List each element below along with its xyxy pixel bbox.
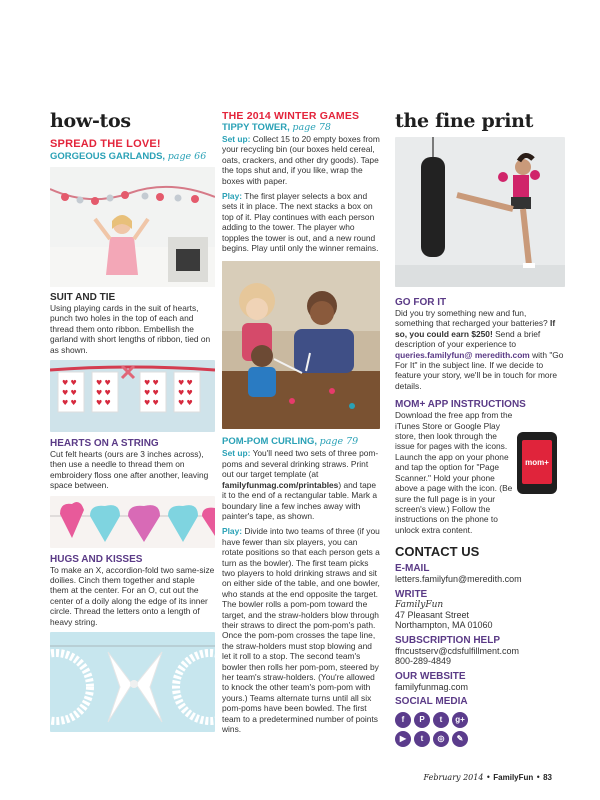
tippy-setup-paragraph [222, 134, 380, 186]
subscription-email[interactable]: ffncustserv@cdsfulfillment.com [395, 645, 520, 656]
family-table-illustration [222, 261, 380, 429]
subscription-phone: 800-289-4849 [395, 656, 452, 667]
mom-plus-phone-icon [517, 432, 557, 494]
write-magazine: FamilyFun [395, 599, 444, 610]
suit-tie-title: SUIT AND TIE [50, 292, 116, 303]
right-column [395, 110, 565, 747]
pom-pom-curling-photo [222, 261, 380, 429]
go-for-it-title: GO FOR IT [395, 297, 447, 308]
tippy-tower-label: TIPPY TOWER, [222, 122, 290, 133]
svg-text:♥ ♥: ♥ ♥ [178, 379, 193, 388]
mom-plus-badge: mom+ [522, 440, 552, 484]
go-for-it-body [395, 308, 565, 391]
svg-text:♥ ♥: ♥ ♥ [178, 389, 193, 398]
winter-games-heading: THE 2014 WINTER GAMES [222, 110, 360, 122]
curling-play-text: Divide into two teams of three (if you have fewer than six players, you can rotate positions so that each person gets a turn as the bowler). The first team picks two players to hold drinking straws and sit on either side of the table, and one bowler, who stands at the end opposite the target. The bowler rolls a pom-pom toward the target, and the straw-holders blow through their straws to direct the pom-pom's path. Once the pom-pom crosses the tape line, the straw-holders must stop blowing and let it roll to a stop. The second team's bowler then rolls her pom-pom, steered by her team's straw-holders. (You're allowed to knock the other team's pom-pom with yours.) Teams alternate turns until all six pom-poms have been bowled. The first team to a predetermined number of points wins. [222, 526, 380, 735]
playing-cards-photo [50, 360, 215, 432]
hearts-string-body: Cut felt hearts (ours are 3 inches across), then use a needle to thread them on embroidery floss one after another, leaving space between. [50, 449, 209, 491]
curling-setup-label: Set up: [222, 448, 251, 459]
instagram-icon[interactable]: ◎ [433, 731, 449, 747]
svg-text:♥ ♥: ♥ ♥ [96, 389, 111, 398]
write-label: WRITE [395, 588, 428, 600]
fine-print-heading: the fine print [395, 110, 534, 132]
blog-icon[interactable]: ✎ [452, 731, 468, 747]
curling-setup-text-2: ) and tape it to the end of a rectangular table. Mark a boundary line a few inches away with painter's tape, as shown. [222, 479, 378, 521]
svg-text:♥ ♥: ♥ ♥ [96, 399, 111, 408]
suit-tie-body: Using playing cards in the suit of hearts, punch two holes in the top of each and thread them onto ribbon. Embellish the garland with short lengths of ribbon, tied on as shown. [50, 303, 211, 355]
svg-text:♥ ♥: ♥ ♥ [144, 389, 159, 398]
curling-label: POM-POM CURLING, [222, 436, 317, 448]
svg-text:♥ ♥: ♥ ♥ [144, 399, 159, 408]
footer-magazine: FamilyFun [493, 773, 534, 782]
garland-girl-photo [50, 167, 215, 287]
spread-love-title: SPREAD THE LOVE! [50, 138, 161, 150]
svg-text:♥ ♥: ♥ ♥ [178, 399, 193, 408]
app-instructions-title: MOM+ APP INSTRUCTIONS [395, 399, 526, 411]
garlands-label: GORGEOUS GARLANDS, [50, 151, 166, 162]
tippy-play-text: The first player selects a box and sets it in place. The next stacks a box on top of it. Play continues with each person adding to the tower. The player who topples the tower is out, and a new round begins. Play until only the winner remains. [222, 191, 379, 254]
svg-text:♥ ♥: ♥ ♥ [96, 379, 111, 388]
go-for-it-text-3: with "Go For It" in the subject line. If we decide to feature your story, we'll be in touch for more details. [395, 349, 564, 391]
go-for-it-prize: If so, you could earn $250! [395, 318, 556, 339]
curling-play-label: Play: [222, 526, 243, 537]
tippy-setup-label: Set up: [222, 134, 251, 144]
left-column [50, 110, 215, 732]
go-for-it-text-2: Send a brief description of your experience to [395, 328, 541, 350]
youtube-icon[interactable]: ▶ [395, 731, 411, 747]
doilies-photo [50, 632, 215, 732]
how-tos-heading: how-tos [50, 110, 131, 132]
page-footer [423, 773, 552, 782]
write-street: 47 Pleasant Street [395, 609, 470, 620]
svg-text:♥ ♥: ♥ ♥ [62, 379, 77, 388]
hearts-string-title: HEARTS ON A STRING [50, 438, 159, 450]
website-link[interactable]: familyfunmag.com [395, 681, 469, 692]
playing-cards-illustration [50, 360, 215, 432]
curling-setup-paragraph [222, 448, 380, 521]
website-label: OUR WEBSITE [395, 670, 466, 682]
write-city: Northampton, MA 01060 [395, 620, 493, 631]
contact-us-title: CONTACT US [395, 544, 480, 560]
footer-separator-2: • [535, 773, 544, 782]
garland-girl-illustration [50, 167, 215, 287]
subscription-help-label: SUBSCRIPTION HELP [395, 634, 501, 646]
garlands-subtitle [50, 151, 215, 162]
tippy-play-paragraph [222, 191, 380, 253]
hugs-kisses-body: To make an X, accordion-fold two same-size doilies. Cinch them together and staple them at the center. For an O, cut out the center of a doily along the edge of its inner circle. Thread the letters onto a length of heavy string. [50, 564, 215, 627]
curling-page-ref: page 79 [319, 436, 359, 448]
svg-text:♥ ♥: ♥ ♥ [144, 379, 159, 388]
social-icons [395, 712, 473, 747]
social-media-label: SOCIAL MEDIA [395, 695, 468, 707]
curling-setup-text-1: You'll need two sets of three pom-poms and several drinking straws. Print out our target template (at [222, 448, 379, 480]
kickboxing-illustration [395, 137, 565, 287]
app-instructions-body: Download the free app from the iTunes Store or Google Play store, then look through the issue for pages with the icons. Launch the app on your phone and tap the option for "Page Scanner." Hold your phone above a page with the icon. (Be sure the full page is in your screen's view.) Follow the instructions on the phone to unlock extra content. [395, 410, 513, 535]
email-label: E-MAIL [395, 563, 430, 575]
letters-email[interactable]: letters.familyfun@meredith.com [395, 574, 522, 585]
felt-hearts-photo [50, 496, 215, 548]
footer-date: February 2014 [423, 773, 484, 782]
felt-hearts-illustration [50, 496, 215, 548]
pinterest-icon[interactable]: P [414, 712, 430, 728]
garlands-page-ref: page 66 [167, 151, 207, 162]
tumblr-icon[interactable]: t [414, 731, 430, 747]
page-number: 83 [543, 773, 552, 782]
tippy-setup-text: Collect 15 to 20 empty boxes from your recycling bin (our boxes held cereal, oats, crackers, and other dry goods). Tape the tops shut and, if you like, wrap the boxes with paper. [222, 134, 380, 186]
tippy-play-label: Play: [222, 191, 243, 202]
tippy-tower-title [222, 122, 380, 133]
twitter-icon[interactable]: t [433, 712, 449, 728]
facebook-icon[interactable]: f [395, 712, 411, 728]
google-plus-icon[interactable]: g+ [452, 712, 468, 728]
queries-email-link[interactable]: queries.familyfun@ meredith.com [395, 349, 530, 360]
middle-column [222, 110, 380, 734]
curling-play-paragraph [222, 526, 380, 734]
footer-separator: • [486, 773, 494, 782]
tippy-tower-page-ref: page 78 [292, 122, 331, 133]
svg-text:♥ ♥: ♥ ♥ [62, 389, 77, 398]
doilies-illustration [50, 632, 215, 732]
app-instructions-block [395, 410, 565, 535]
pom-pom-curling-title [222, 436, 380, 447]
go-for-it-text-1: Did you try something new and fun, something that recharged your batteries? [395, 308, 548, 329]
svg-text:♥ ♥: ♥ ♥ [62, 399, 77, 408]
kickboxing-photo [395, 137, 565, 287]
printables-link[interactable]: familyfunmag.com/printables [222, 479, 339, 490]
hugs-kisses-title: HUGS AND KISSES [50, 553, 143, 565]
